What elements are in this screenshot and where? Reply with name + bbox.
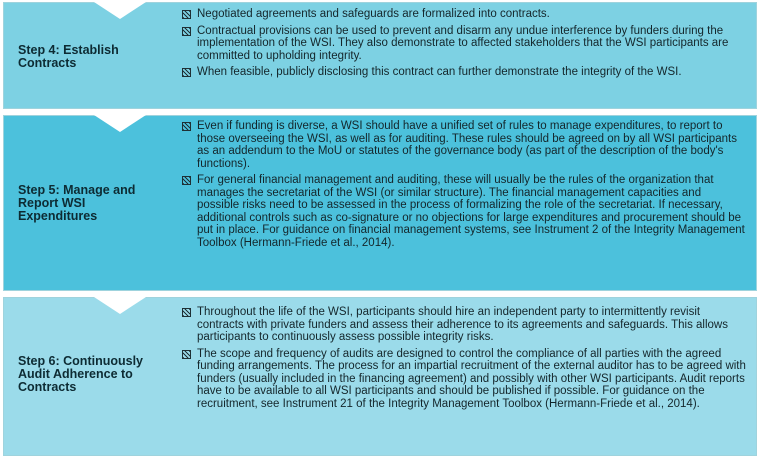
step-4-panel: [3, 2, 757, 109]
bullet-text: Even if funding is diverse, a WSI should have a unified set of rules to manage expenditures, to report to those overseeing the WSI, as well as for auditing. These rules should be agreed on by all WSI participants as an addendum to the MoU or statutes of the governance body (as part of the description of the body's functions).: [197, 120, 737, 170]
hatched-square-bullet-icon: [182, 68, 191, 77]
bullet-list: [179, 8, 746, 83]
hatched-square-bullet-icon: [182, 122, 191, 131]
bullet-text: For general financial management and auditing, these will usually be the rules of the organization that manages the secretariat of the WSI (or similar structure). The financial management capacities and possible risks need to be assessed in the process of formalizing the role of the secretariat. If necessary, additional controls such as co-signature or no objections for large expenditures and procurement should be put in place. For guidance on financial management systems, see Instrument 2 of the Integrity Management Toolbox (Hermann-Friede et al., 2014).: [197, 174, 745, 249]
bullet-text: Contractual provisions can be used to prevent and disarm any undue interference by funders during the implementation of the WSI. They also demonstrate to affected stakeholders that the WSI participants are committed to upholding integrity.: [197, 24, 729, 62]
list-item: [179, 306, 746, 344]
bullet-list: [179, 120, 746, 253]
bullet-text: Negotiated agreements and safeguards are formalized into contracts.: [197, 8, 550, 20]
chevron-down-icon: [94, 297, 146, 315]
step-6-panel: [3, 297, 757, 456]
list-item: [179, 348, 746, 411]
step-title: Step 5: Manage and Report WSI Expenditures: [18, 183, 136, 223]
list-item: [179, 8, 746, 21]
step-title: Step 4: Establish Contracts: [18, 43, 119, 70]
step-title: Step 6: Continuously Audit Adherence to Contracts: [18, 354, 143, 394]
hatched-square-bullet-icon: [182, 176, 191, 185]
hatched-square-bullet-icon: [182, 350, 191, 359]
bullet-text: When feasible, publicly disclosing this contract can further demonstrate the integrity of the WSI.: [197, 66, 682, 78]
bullet-list: [179, 306, 746, 414]
bullet-text: The scope and frequency of audits are designed to control the compliance of all parties with the agreed funding arrangements. The process for an impartial recruitment of the external auditor has to be agreed with funders (usually included in the financing agreement) and possibly with other WSI participants. Audit reports have to be available to all WSI participants and should be published if possible. For guidance on the recruitment, see Instrument 21 of the Integrity Management Toolbox (Hermann-Friede et al., 2014).: [197, 347, 746, 410]
chevron-down-icon: [94, 2, 146, 20]
hatched-square-bullet-icon: [182, 27, 191, 36]
hatched-square-bullet-icon: [182, 10, 191, 19]
hatched-square-bullet-icon: [182, 308, 191, 317]
bullet-text: Throughout the life of the WSI, participants should hire an independent party to intermittently revisit contracts with private funders and assess their adherence to its agreements and safeguards. This allows participants to continuously assess possible integrity risks.: [197, 306, 728, 343]
chevron-down-icon: [94, 115, 146, 133]
list-item: [179, 174, 746, 249]
list-item: [179, 120, 746, 170]
step-5-panel: [3, 115, 757, 291]
list-item: [179, 25, 746, 63]
list-item: [179, 66, 746, 79]
